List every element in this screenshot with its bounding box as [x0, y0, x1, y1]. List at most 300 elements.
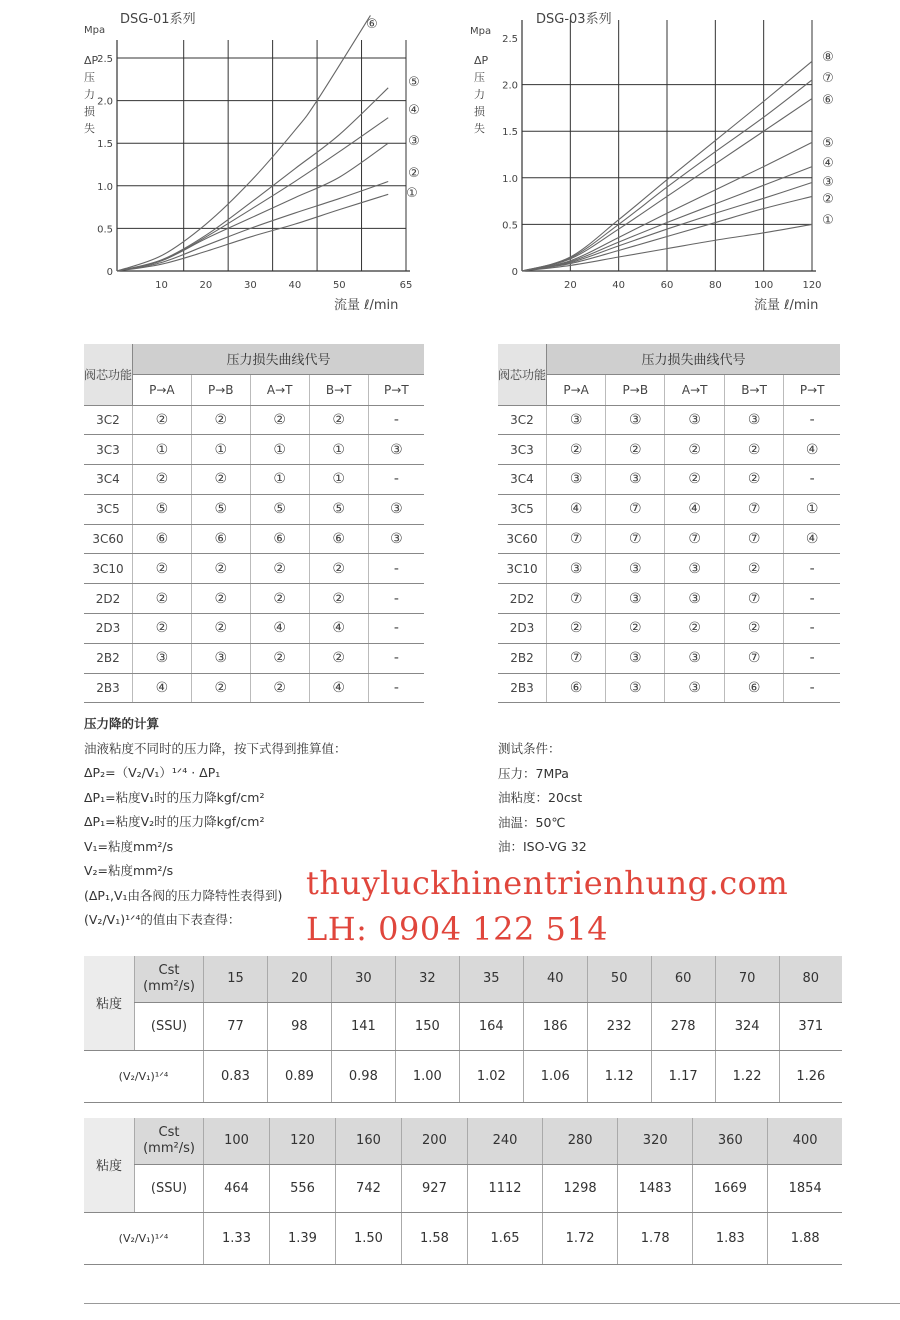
x-tick-label: 80: [708, 280, 722, 291]
cst-value: 20: [267, 956, 331, 1002]
calc-line: (V₂/V₁)¹ᐟ⁴的值由下表查得：: [84, 912, 241, 927]
ratio-value: 1.00: [395, 1050, 459, 1102]
x-tick-label: 120: [802, 280, 822, 291]
viscosity-table-1: [84, 956, 842, 1103]
x-tick-label: 65: [399, 280, 413, 291]
cst-label: Cst (mm²/s): [135, 1118, 204, 1164]
series-line-1: [117, 194, 388, 271]
ssu-value: 77: [204, 1002, 268, 1050]
column-header: B→T: [309, 374, 368, 405]
curve-code-cell: ④: [250, 614, 309, 644]
ssu-value: 1112: [467, 1164, 542, 1212]
curve-code-cell: ②: [250, 405, 309, 435]
row-label: 2B2: [498, 643, 547, 673]
curve-code-cell: ③: [547, 405, 606, 435]
ratio-value: 1.88: [768, 1212, 842, 1264]
series-label-4: ④: [408, 103, 420, 118]
curve-code-cell: ⑦: [547, 524, 606, 554]
series-label-2: ②: [822, 192, 834, 207]
test-condition-line: 测试条件：: [498, 741, 561, 756]
table-row: [498, 643, 840, 673]
ssu-value: 186: [523, 1002, 587, 1050]
curve-code-cell: ④: [133, 673, 192, 703]
table-row: [84, 614, 424, 644]
table-row: [84, 435, 424, 465]
curve-code-cell: ④: [309, 673, 368, 703]
curve-code-cell: ③: [368, 524, 424, 554]
x-tick-label: 100: [754, 280, 774, 291]
ratio-value: 0.89: [267, 1050, 331, 1102]
calc-line: ΔP₁=粘度V₁时的压力降kgf/cm²: [84, 789, 265, 805]
ratio-label: (V₂/V₁)¹ᐟ⁴: [84, 1050, 204, 1102]
curve-code-cell: ①: [133, 435, 192, 465]
curve-code-cell: ②: [133, 614, 192, 644]
chart-dsg03: [450, 0, 900, 330]
curve-code-cell: ③: [547, 465, 606, 495]
calc-title: 压力降的计算: [84, 716, 160, 731]
y-axis-label: 力: [84, 88, 95, 101]
curve-code-cell: ③: [606, 465, 665, 495]
cst-value: 70: [715, 956, 779, 1002]
curve-code-cell: ④: [309, 614, 368, 644]
curve-code-cell: ③: [665, 673, 724, 703]
ratio-value: 1.22: [715, 1050, 779, 1102]
curve-code-cell: -: [784, 643, 840, 673]
y-tick-label: 1.5: [97, 139, 113, 151]
row-label: 3C3: [498, 435, 547, 465]
y-axis-label: 失: [84, 122, 95, 135]
table-row: [498, 554, 840, 584]
curve-code-cell: ③: [724, 405, 783, 435]
curve-code-cell: -: [368, 614, 424, 644]
row-label: 2B3: [498, 673, 547, 703]
calc-line: 油液粘度不同时的压力降，按下式得到推算值：: [84, 740, 347, 756]
calc-line: V₂=粘度mm²/s: [84, 863, 174, 878]
curve-code-cell: ⑥: [547, 673, 606, 703]
curve-code-cell: ②: [309, 405, 368, 435]
curve-code-cell: ②: [191, 614, 250, 644]
ssu-value: 371: [779, 1002, 842, 1050]
column-header: P→A: [547, 374, 606, 405]
ssu-value: 556: [269, 1164, 335, 1212]
row-label: 3C2: [498, 405, 547, 435]
row-label: 2D2: [84, 584, 133, 614]
curve-code-cell: ②: [191, 405, 250, 435]
chart-dsg01: [0, 0, 450, 330]
test-conditions: [498, 737, 587, 860]
curve-code-cell: -: [784, 584, 840, 614]
ratio-value: 1.33: [204, 1212, 270, 1264]
function-header: 阀芯功能: [498, 344, 547, 405]
x-tick-label: 20: [199, 280, 213, 291]
column-header: A→T: [250, 374, 309, 405]
x-tick-label: 10: [155, 280, 168, 291]
row-label: 3C2: [84, 405, 133, 435]
curve-code-cell: -: [368, 554, 424, 584]
column-header: A→T: [665, 374, 724, 405]
function-header: 阀芯功能: [84, 344, 133, 405]
viscosity-table-2: [84, 1118, 842, 1265]
calc-line: ΔP₂=（V₂/V₁）¹ᐟ⁴ · ΔP₁: [84, 765, 221, 780]
curve-code-table-dsg03: [498, 344, 840, 703]
ratio-value: 1.58: [401, 1212, 467, 1264]
curve-code-cell: ②: [133, 554, 192, 584]
curve-code-cell: ⑥: [309, 524, 368, 554]
ratio-value: 1.78: [618, 1212, 693, 1264]
curve-code-cell: -: [784, 405, 840, 435]
row-label: 3C60: [498, 524, 547, 554]
ssu-value: 1298: [543, 1164, 618, 1212]
series-label-5: ⑤: [408, 75, 420, 90]
curve-code-cell: ②: [191, 673, 250, 703]
series-label-8: ⑧: [822, 50, 834, 65]
curve-code-cell: ③: [665, 584, 724, 614]
curve-code-cell: ⑤: [191, 494, 250, 524]
curve-code-cell: ③: [606, 554, 665, 584]
y-tick-label: 1.5: [502, 127, 518, 139]
x-axis-label: 流量 ℓ/min: [334, 298, 399, 313]
ssu-value: 742: [335, 1164, 401, 1212]
calc-line: ΔP₁=粘度V₂时的压力降kgf/cm²: [84, 814, 265, 829]
curve-code-cell: ②: [133, 405, 192, 435]
cst-value: 200: [401, 1118, 467, 1164]
curve-code-cell: ②: [547, 614, 606, 644]
row-label: 3C10: [498, 554, 547, 584]
test-condition-line: 油粘度：20cst: [498, 790, 583, 805]
curve-code-cell: ⑦: [547, 643, 606, 673]
curve-code-cell: ⑥: [250, 524, 309, 554]
column-header: P→T: [784, 374, 840, 405]
ratio-label: (V₂/V₁)¹ᐟ⁴: [84, 1212, 204, 1264]
series-label-6: ⑥: [822, 93, 834, 108]
curve-code-cell: ③: [606, 584, 665, 614]
curve-code-cell: ②: [724, 614, 783, 644]
ratio-value: 1.50: [335, 1212, 401, 1264]
cst-value: 120: [269, 1118, 335, 1164]
y-axis-label: ΔP: [474, 54, 489, 67]
series-label-6: ⑥: [366, 17, 378, 32]
curve-code-cell: -: [784, 614, 840, 644]
curve-code-cell: ②: [250, 643, 309, 673]
x-tick-label: 40: [612, 280, 626, 291]
curve-code-cell: ⑦: [665, 524, 724, 554]
row-label: 3C60: [84, 524, 133, 554]
curve-code-cell: ②: [133, 584, 192, 614]
y-axis-label: 损: [474, 105, 485, 118]
y-tick-label: 1.0: [97, 181, 113, 193]
cst-value: 320: [618, 1118, 693, 1164]
cst-value: 240: [467, 1118, 542, 1164]
ratio-value: 1.06: [523, 1050, 587, 1102]
cst-value: 40: [523, 956, 587, 1002]
curve-code-cell: ③: [191, 643, 250, 673]
x-tick-label: 60: [660, 280, 674, 291]
table-row: [498, 673, 840, 703]
cst-value: 35: [459, 956, 523, 1002]
curve-code-cell: ⑦: [724, 524, 783, 554]
y-tick-label: 2.5: [502, 34, 518, 45]
ssu-value: 150: [395, 1002, 459, 1050]
x-tick-label: 40: [288, 280, 302, 291]
curve-code-cell: ②: [547, 435, 606, 465]
curve-code-cell: ①: [250, 435, 309, 465]
cst-value: 360: [693, 1118, 768, 1164]
row-label: 2D3: [498, 614, 547, 644]
curve-code-cell: ②: [191, 465, 250, 495]
curve-code-cell: ⑥: [724, 673, 783, 703]
curve-code-cell: ③: [606, 405, 665, 435]
cst-value: 32: [395, 956, 459, 1002]
table-row: [498, 405, 840, 435]
curve-code-cell: ①: [309, 435, 368, 465]
y-unit-label: Mpa: [470, 26, 492, 37]
curve-code-cell: ④: [784, 435, 840, 465]
test-condition-line: 油温：50℃: [498, 814, 566, 830]
ratio-value: 1.39: [269, 1212, 335, 1264]
ssu-value: 1854: [768, 1164, 842, 1212]
series-label-2: ②: [408, 166, 420, 181]
ratio-value: 1.26: [779, 1050, 842, 1102]
group-header: 压力损失曲线代号: [133, 344, 425, 374]
curve-code-cell: ⑦: [724, 584, 783, 614]
curve-code-cell: ⑦: [547, 584, 606, 614]
x-tick-label: 30: [244, 280, 257, 291]
curve-code-cell: ⑤: [133, 494, 192, 524]
x-tick-label: 20: [563, 280, 577, 291]
ssu-value: 1483: [618, 1164, 693, 1212]
curve-code-cell: ③: [368, 435, 424, 465]
cst-label: Cst (mm²/s): [135, 956, 204, 1002]
y-axis-label: 力: [474, 88, 485, 101]
table-row: [84, 494, 424, 524]
y-axis-label: 压: [474, 71, 485, 84]
calc-line: V₁=粘度mm²/s: [84, 838, 174, 854]
curve-code-cell: ③: [547, 554, 606, 584]
table-row: [498, 494, 840, 524]
cst-value: 50: [587, 956, 651, 1002]
series-label-1: ①: [822, 213, 834, 228]
curve-code-cell: ②: [250, 673, 309, 703]
test-condition-line: 压力：7MPa: [498, 765, 569, 781]
curve-code-cell: -: [784, 673, 840, 703]
table-row: [498, 614, 840, 644]
row-label: 3C5: [84, 494, 133, 524]
ssu-label: (SSU): [135, 1164, 204, 1212]
curve-code-cell: ②: [665, 465, 724, 495]
x-axis-label: 流量 ℓ/min: [754, 298, 819, 313]
curve-code-cell: ⑥: [191, 524, 250, 554]
curve-code-cell: -: [784, 465, 840, 495]
curve-code-cell: ②: [133, 465, 192, 495]
y-axis-label: 损: [84, 105, 95, 118]
cst-value: 280: [543, 1118, 618, 1164]
ssu-value: 278: [651, 1002, 715, 1050]
curve-code-cell: ⑦: [606, 524, 665, 554]
curve-code-cell: -: [368, 643, 424, 673]
ssu-value: 164: [459, 1002, 523, 1050]
ssu-label: (SSU): [135, 1002, 204, 1050]
ratio-value: 1.83: [693, 1212, 768, 1264]
ratio-value: 1.02: [459, 1050, 523, 1102]
table-row: [498, 524, 840, 554]
column-header: P→B: [191, 374, 250, 405]
y-tick-label: 0: [511, 267, 518, 278]
ssu-value: 141: [331, 1002, 395, 1050]
row-label: 3C4: [84, 465, 133, 495]
cst-value: 30: [331, 956, 395, 1002]
curve-code-cell: ②: [191, 584, 250, 614]
curve-code-cell: ①: [784, 494, 840, 524]
cst-value: 80: [779, 956, 842, 1002]
table-row: [498, 465, 840, 495]
curve-code-cell: ③: [665, 643, 724, 673]
ssu-value: 232: [587, 1002, 651, 1050]
table-row: [84, 584, 424, 614]
ssu-value: 98: [267, 1002, 331, 1050]
curve-code-cell: -: [368, 584, 424, 614]
curve-code-cell: ②: [250, 584, 309, 614]
curve-code-cell: ②: [309, 643, 368, 673]
curve-code-cell: ②: [724, 554, 783, 584]
viscosity-label: 粘度: [84, 956, 135, 1050]
y-tick-label: 2.0: [97, 96, 113, 108]
cst-value: 160: [335, 1118, 401, 1164]
curve-code-cell: ③: [606, 673, 665, 703]
series-label-3: ③: [408, 134, 420, 149]
chart-title: DSG-03系列: [536, 12, 612, 27]
series-label-7: ⑦: [822, 71, 834, 86]
cst-value: 15: [204, 956, 268, 1002]
curve-code-cell: ②: [309, 584, 368, 614]
curve-code-cell: ①: [309, 465, 368, 495]
curve-code-cell: ④: [784, 524, 840, 554]
curve-code-cell: ⑦: [606, 494, 665, 524]
curve-code-cell: -: [368, 465, 424, 495]
curve-code-cell: ②: [606, 614, 665, 644]
column-header: P→T: [368, 374, 424, 405]
row-label: 2D2: [498, 584, 547, 614]
viscosity-label: 粘度: [84, 1118, 135, 1212]
test-condition-line: 油：ISO-VG 32: [498, 839, 587, 854]
table-row: [84, 405, 424, 435]
curve-code-cell: ③: [665, 405, 724, 435]
cst-value: 100: [204, 1118, 270, 1164]
table-row: [84, 643, 424, 673]
x-tick-label: 50: [332, 280, 346, 291]
row-label: 3C3: [84, 435, 133, 465]
series-label-3: ③: [822, 175, 834, 190]
curve-code-cell: ④: [665, 494, 724, 524]
table-row: [84, 673, 424, 703]
curve-code-table-dsg01: [84, 344, 424, 703]
row-label: 2B2: [84, 643, 133, 673]
curve-code-cell: ①: [191, 435, 250, 465]
ssu-value: 464: [204, 1164, 270, 1212]
y-tick-label: 1.0: [502, 173, 518, 185]
calc-lines: [84, 737, 347, 933]
row-label: 3C4: [498, 465, 547, 495]
curve-code-cell: -: [368, 673, 424, 703]
row-label: 3C5: [498, 494, 547, 524]
row-label: 2B3: [84, 673, 133, 703]
curve-code-cell: ③: [606, 643, 665, 673]
column-header: P→B: [606, 374, 665, 405]
cst-value: 60: [651, 956, 715, 1002]
curve-code-cell: ⑦: [724, 494, 783, 524]
curve-code-cell: -: [368, 405, 424, 435]
series-label-4: ④: [822, 156, 834, 171]
curve-code-cell: ⑥: [133, 524, 192, 554]
curve-code-cell: ③: [665, 554, 724, 584]
y-axis-label: ΔP: [84, 54, 99, 67]
row-label: 3C10: [84, 554, 133, 584]
table-row: [84, 554, 424, 584]
curve-code-cell: -: [784, 554, 840, 584]
curve-code-cell: ⑦: [724, 643, 783, 673]
footer-rule: [84, 1303, 900, 1304]
y-unit-label: Mpa: [84, 25, 106, 36]
ssu-value: 927: [401, 1164, 467, 1212]
group-header: 压力损失曲线代号: [547, 344, 841, 374]
y-tick-label: 0: [106, 267, 113, 278]
curve-code-cell: ③: [368, 494, 424, 524]
curve-code-cell: ①: [250, 465, 309, 495]
ratio-value: 1.72: [543, 1212, 618, 1264]
curve-code-cell: ⑤: [250, 494, 309, 524]
y-tick-label: 0.5: [502, 220, 518, 232]
series-label-1: ①: [406, 186, 418, 201]
ssu-value: 324: [715, 1002, 779, 1050]
column-header: B→T: [724, 374, 783, 405]
table-row: [498, 584, 840, 614]
ratio-value: 1.65: [467, 1212, 542, 1264]
y-axis-label: 失: [474, 122, 485, 135]
column-header: P→A: [133, 374, 192, 405]
ratio-value: 0.83: [204, 1050, 268, 1102]
curve-code-cell: ②: [250, 554, 309, 584]
y-tick-label: 2.0: [502, 80, 518, 92]
chart-title: DSG-01系列: [120, 12, 196, 27]
curve-code-cell: ②: [309, 554, 368, 584]
curve-code-cell: ②: [724, 435, 783, 465]
y-axis-label: 压: [84, 71, 95, 84]
ratio-value: 1.17: [651, 1050, 715, 1102]
ratio-value: 1.12: [587, 1050, 651, 1102]
row-label: 2D3: [84, 614, 133, 644]
curve-code-cell: ②: [665, 435, 724, 465]
y-tick-label: 2.5: [97, 54, 113, 65]
curve-code-cell: ③: [133, 643, 192, 673]
table-row: [84, 465, 424, 495]
table-row: [498, 435, 840, 465]
watermark-phone: LH: 0904 122 514: [306, 910, 609, 948]
series-label-5: ⑤: [822, 136, 834, 151]
ssu-value: 1669: [693, 1164, 768, 1212]
y-tick-label: 0.5: [97, 224, 113, 236]
series-line-4: [117, 118, 388, 271]
curve-code-cell: ②: [606, 435, 665, 465]
curve-code-cell: ②: [191, 554, 250, 584]
table-row: [84, 524, 424, 554]
watermark-site: thuyluckhinentrienhung.com: [306, 864, 789, 902]
ratio-value: 0.98: [331, 1050, 395, 1102]
curve-code-cell: ④: [547, 494, 606, 524]
curve-code-cell: ⑤: [309, 494, 368, 524]
cst-value: 400: [768, 1118, 842, 1164]
curve-code-cell: ②: [665, 614, 724, 644]
calc-line: (ΔP₁,V₁由各阀的压力降特性表得到): [84, 887, 283, 903]
curve-code-cell: ②: [724, 465, 783, 495]
